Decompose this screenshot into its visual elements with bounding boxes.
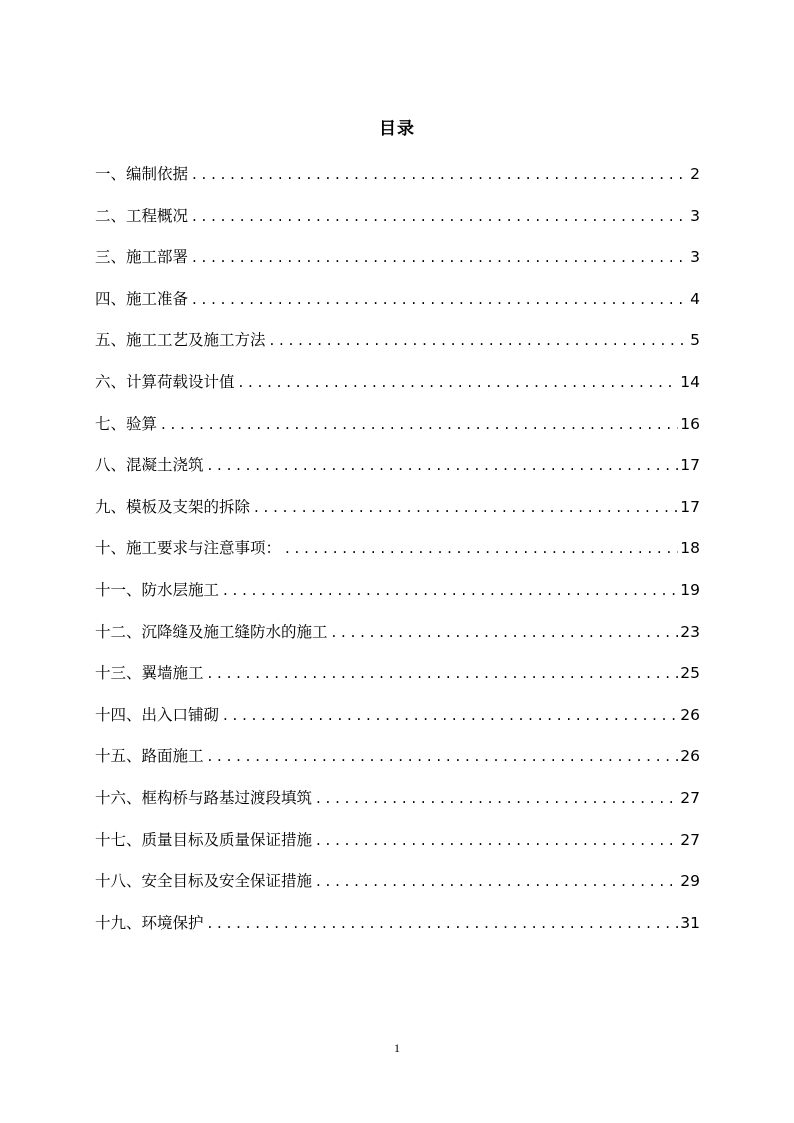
toc-entry-label: 三、施工部署 (95, 248, 189, 267)
toc-entry[interactable] (95, 245, 700, 287)
toc-entry[interactable] (95, 162, 700, 204)
toc-dot-leader (223, 578, 678, 602)
toc-dot-leader (316, 786, 678, 810)
toc-entry-label: 八、混凝土浇筑 (95, 456, 204, 475)
toc-entry-page: 3 (690, 248, 700, 267)
toc-entry-label: 十二、沉降缝及施工缝防水的施工 (95, 622, 328, 641)
toc-dot-leader (192, 245, 688, 269)
toc-entry[interactable] (95, 620, 700, 662)
toc-entry-label: 十三、翼墙施工 (95, 664, 204, 683)
toc-dot-leader (239, 370, 679, 394)
toc-entry-page: 4 (690, 289, 700, 308)
toc-entry-page: 14 (680, 372, 700, 391)
toc-dot-leader (208, 911, 679, 935)
toc-entry[interactable] (95, 412, 700, 454)
toc-entry-page: 23 (680, 622, 700, 641)
toc-dot-leader (254, 495, 678, 519)
toc-dot-leader (208, 744, 679, 768)
toc-entry-label: 十五、路面施工 (95, 747, 204, 766)
toc-entry-label: 十九、环境保护 (95, 913, 204, 932)
toc-entry[interactable] (95, 370, 700, 412)
toc-dot-leader (161, 412, 678, 436)
toc-entry[interactable] (95, 869, 700, 911)
toc-entry-label: 十一、防水层施工 (95, 580, 220, 599)
toc-entry-page: 29 (680, 872, 700, 891)
toc-entry-label: 九、模板及支架的拆除 (95, 497, 251, 516)
toc-entry-page: 5 (690, 331, 700, 350)
toc-entry-page: 16 (680, 414, 700, 433)
toc-entry[interactable] (95, 453, 700, 495)
toc-entry-label: 二、工程概况 (95, 206, 189, 225)
toc-entry-page: 19 (680, 580, 700, 599)
toc-dot-leader (316, 869, 678, 893)
toc-title: 目录 (379, 119, 415, 139)
toc-entry[interactable] (95, 204, 700, 246)
toc-entry-label: 一、编制依据 (95, 165, 189, 183)
toc-entry-page: 27 (680, 788, 700, 807)
toc-entry[interactable] (95, 578, 700, 620)
toc-entry-label: 十四、出入口铺砌 (95, 705, 220, 724)
toc-entry[interactable] (95, 744, 700, 786)
toc-entry-label: 十八、安全目标及安全保证措施 (95, 872, 313, 891)
toc-entry-page: 26 (680, 747, 700, 766)
toc-entry-page: 17 (680, 456, 700, 475)
toc-dot-leader (223, 703, 678, 727)
toc-entry[interactable] (95, 287, 700, 329)
toc-entry-page: 3 (690, 206, 700, 225)
toc-dot-leader (208, 661, 679, 685)
toc-entry-label: 七、验算 (95, 414, 158, 433)
toc-entry-label: 十、施工要求与注意事项： (95, 539, 282, 558)
toc-entry-page: 26 (680, 705, 700, 724)
toc-entry[interactable] (95, 786, 700, 828)
toc-dot-leader (285, 536, 678, 560)
toc-entry-page: 27 (680, 830, 700, 849)
toc-entry-page: 2 (690, 165, 700, 183)
toc-entry-page: 31 (680, 913, 700, 932)
toc-dot-leader (192, 287, 688, 311)
toc-entry[interactable] (95, 703, 700, 745)
toc-dot-leader (332, 620, 679, 644)
toc-dot-leader (316, 828, 678, 852)
toc-dot-leader (270, 328, 689, 352)
toc-entry[interactable] (95, 536, 700, 578)
toc-entry-label: 六、计算荷载设计值 (95, 372, 235, 391)
toc-entry-label: 十六、框构桥与路基过渡段填筑 (95, 788, 313, 807)
footer-page-number: 1 (394, 1041, 400, 1055)
toc-entry[interactable] (95, 328, 700, 370)
toc-entry-page: 25 (680, 664, 700, 683)
toc-dot-leader (192, 162, 688, 186)
toc-entry[interactable] (95, 911, 700, 953)
toc-dot-leader (192, 204, 688, 228)
toc-entry[interactable] (95, 661, 700, 703)
toc-entry[interactable] (95, 828, 700, 870)
toc-entry-label: 四、施工准备 (95, 289, 189, 308)
toc-entry-page: 18 (680, 539, 700, 558)
toc-list (95, 162, 700, 952)
toc-entry-label: 十七、质量目标及质量保证措施 (95, 830, 313, 849)
toc-entry[interactable] (95, 495, 700, 537)
toc-entry-label: 五、施工工艺及施工方法 (95, 331, 266, 350)
toc-entry-page: 17 (680, 497, 700, 516)
toc-dot-leader (208, 453, 679, 477)
